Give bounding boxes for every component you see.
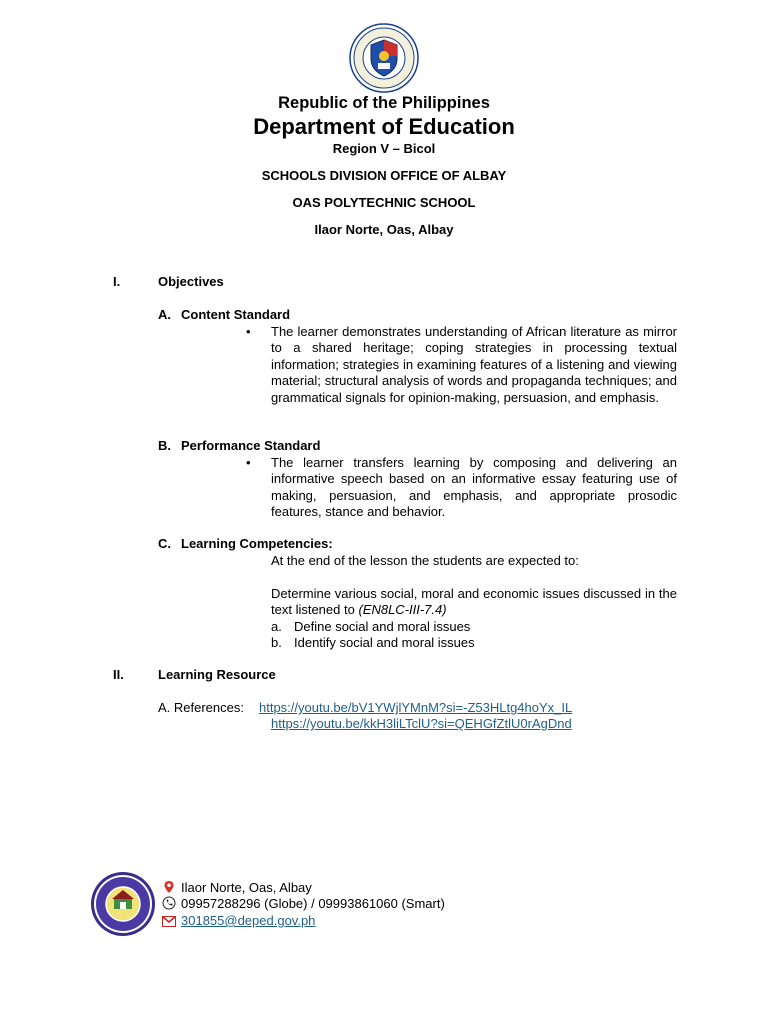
- section-2-title: Learning Resource: [158, 667, 276, 682]
- performance-standard-letter: B.: [158, 438, 171, 453]
- competency-item-a-text: Define social and moral issues: [294, 619, 471, 634]
- performance-standard-text: The learner transfers learning by composing and delivering an informative speech based on an informative essay featuring use of making, persuasion, and emphasis, and appropriate prosodic features, stance and behavior.: [271, 455, 677, 520]
- learning-competencies-letter: C.: [158, 536, 171, 551]
- references-label: A. References:: [158, 700, 244, 715]
- performance-standard-bullet: •: [246, 455, 251, 470]
- footer-address: Ilaor Norte, Oas, Albay: [181, 880, 312, 895]
- footer-email-link[interactable]: 301855@deped.gov.ph: [181, 913, 316, 928]
- address-line: Ilaor Norte, Oas, Albay: [314, 222, 454, 237]
- school-line: OAS POLYTECHNIC SCHOOL: [292, 195, 476, 210]
- section-2-numeral: II.: [113, 667, 124, 682]
- email-icon: [162, 914, 176, 925]
- competency-item-b-text: Identify social and moral issues: [294, 635, 475, 650]
- division-line: SCHOOLS DIVISION OFFICE OF ALBAY: [261, 168, 507, 183]
- competency-text: Determine various social, moral and economic issues discussed in the text listened to: [271, 586, 677, 618]
- footer-phone: 09957288296 (Globe) / 09993861060 (Smart): [181, 896, 445, 911]
- content-standard-letter: A.: [158, 307, 171, 322]
- learning-competencies-title: Learning Competencies:: [181, 536, 333, 551]
- competency-item-a-letter: a.: [271, 619, 282, 634]
- republic-line: Republic of the Philippines: [278, 94, 490, 112]
- deped-seal-icon: [349, 23, 419, 93]
- section-1-title: Objectives: [158, 274, 224, 289]
- competency-statement: [271, 586, 677, 619]
- phone-icon: [162, 896, 176, 910]
- competencies-intro: At the end of the lesson the students are expected to:: [271, 553, 579, 568]
- region-line: Region V – Bicol: [332, 141, 436, 156]
- performance-standard-title: Performance Standard: [181, 438, 321, 453]
- content-standard-text: The learner demonstrates understanding of African literature as mirror to a shared heritage; coping strategies in processing textual information; strategies in examining features of a listening and viewing material; structural analysis of words and propaganda techniques; and grammatical signals for opinion-making, persuasion, and emphasis.: [271, 324, 677, 405]
- competency-item-b-letter: b.: [271, 635, 282, 650]
- department-title: Department of Education: [253, 114, 515, 139]
- reference-link-1[interactable]: https://youtu.be/bV1YWjlYMnM?si=-Z53HLtg4hoYx_IL: [259, 700, 573, 715]
- location-pin-icon: [163, 880, 175, 894]
- reference-link-2[interactable]: https://youtu.be/kkH3liLTclU?si=QEHGfZtlU0rAgDnd: [271, 716, 572, 731]
- competency-code: (EN8LC-III-7.4): [358, 602, 447, 618]
- section-1-numeral: I.: [113, 274, 121, 289]
- content-standard-bullet: •: [246, 324, 251, 339]
- content-standard-title: Content Standard: [181, 307, 291, 322]
- school-logo-icon: [90, 871, 156, 937]
